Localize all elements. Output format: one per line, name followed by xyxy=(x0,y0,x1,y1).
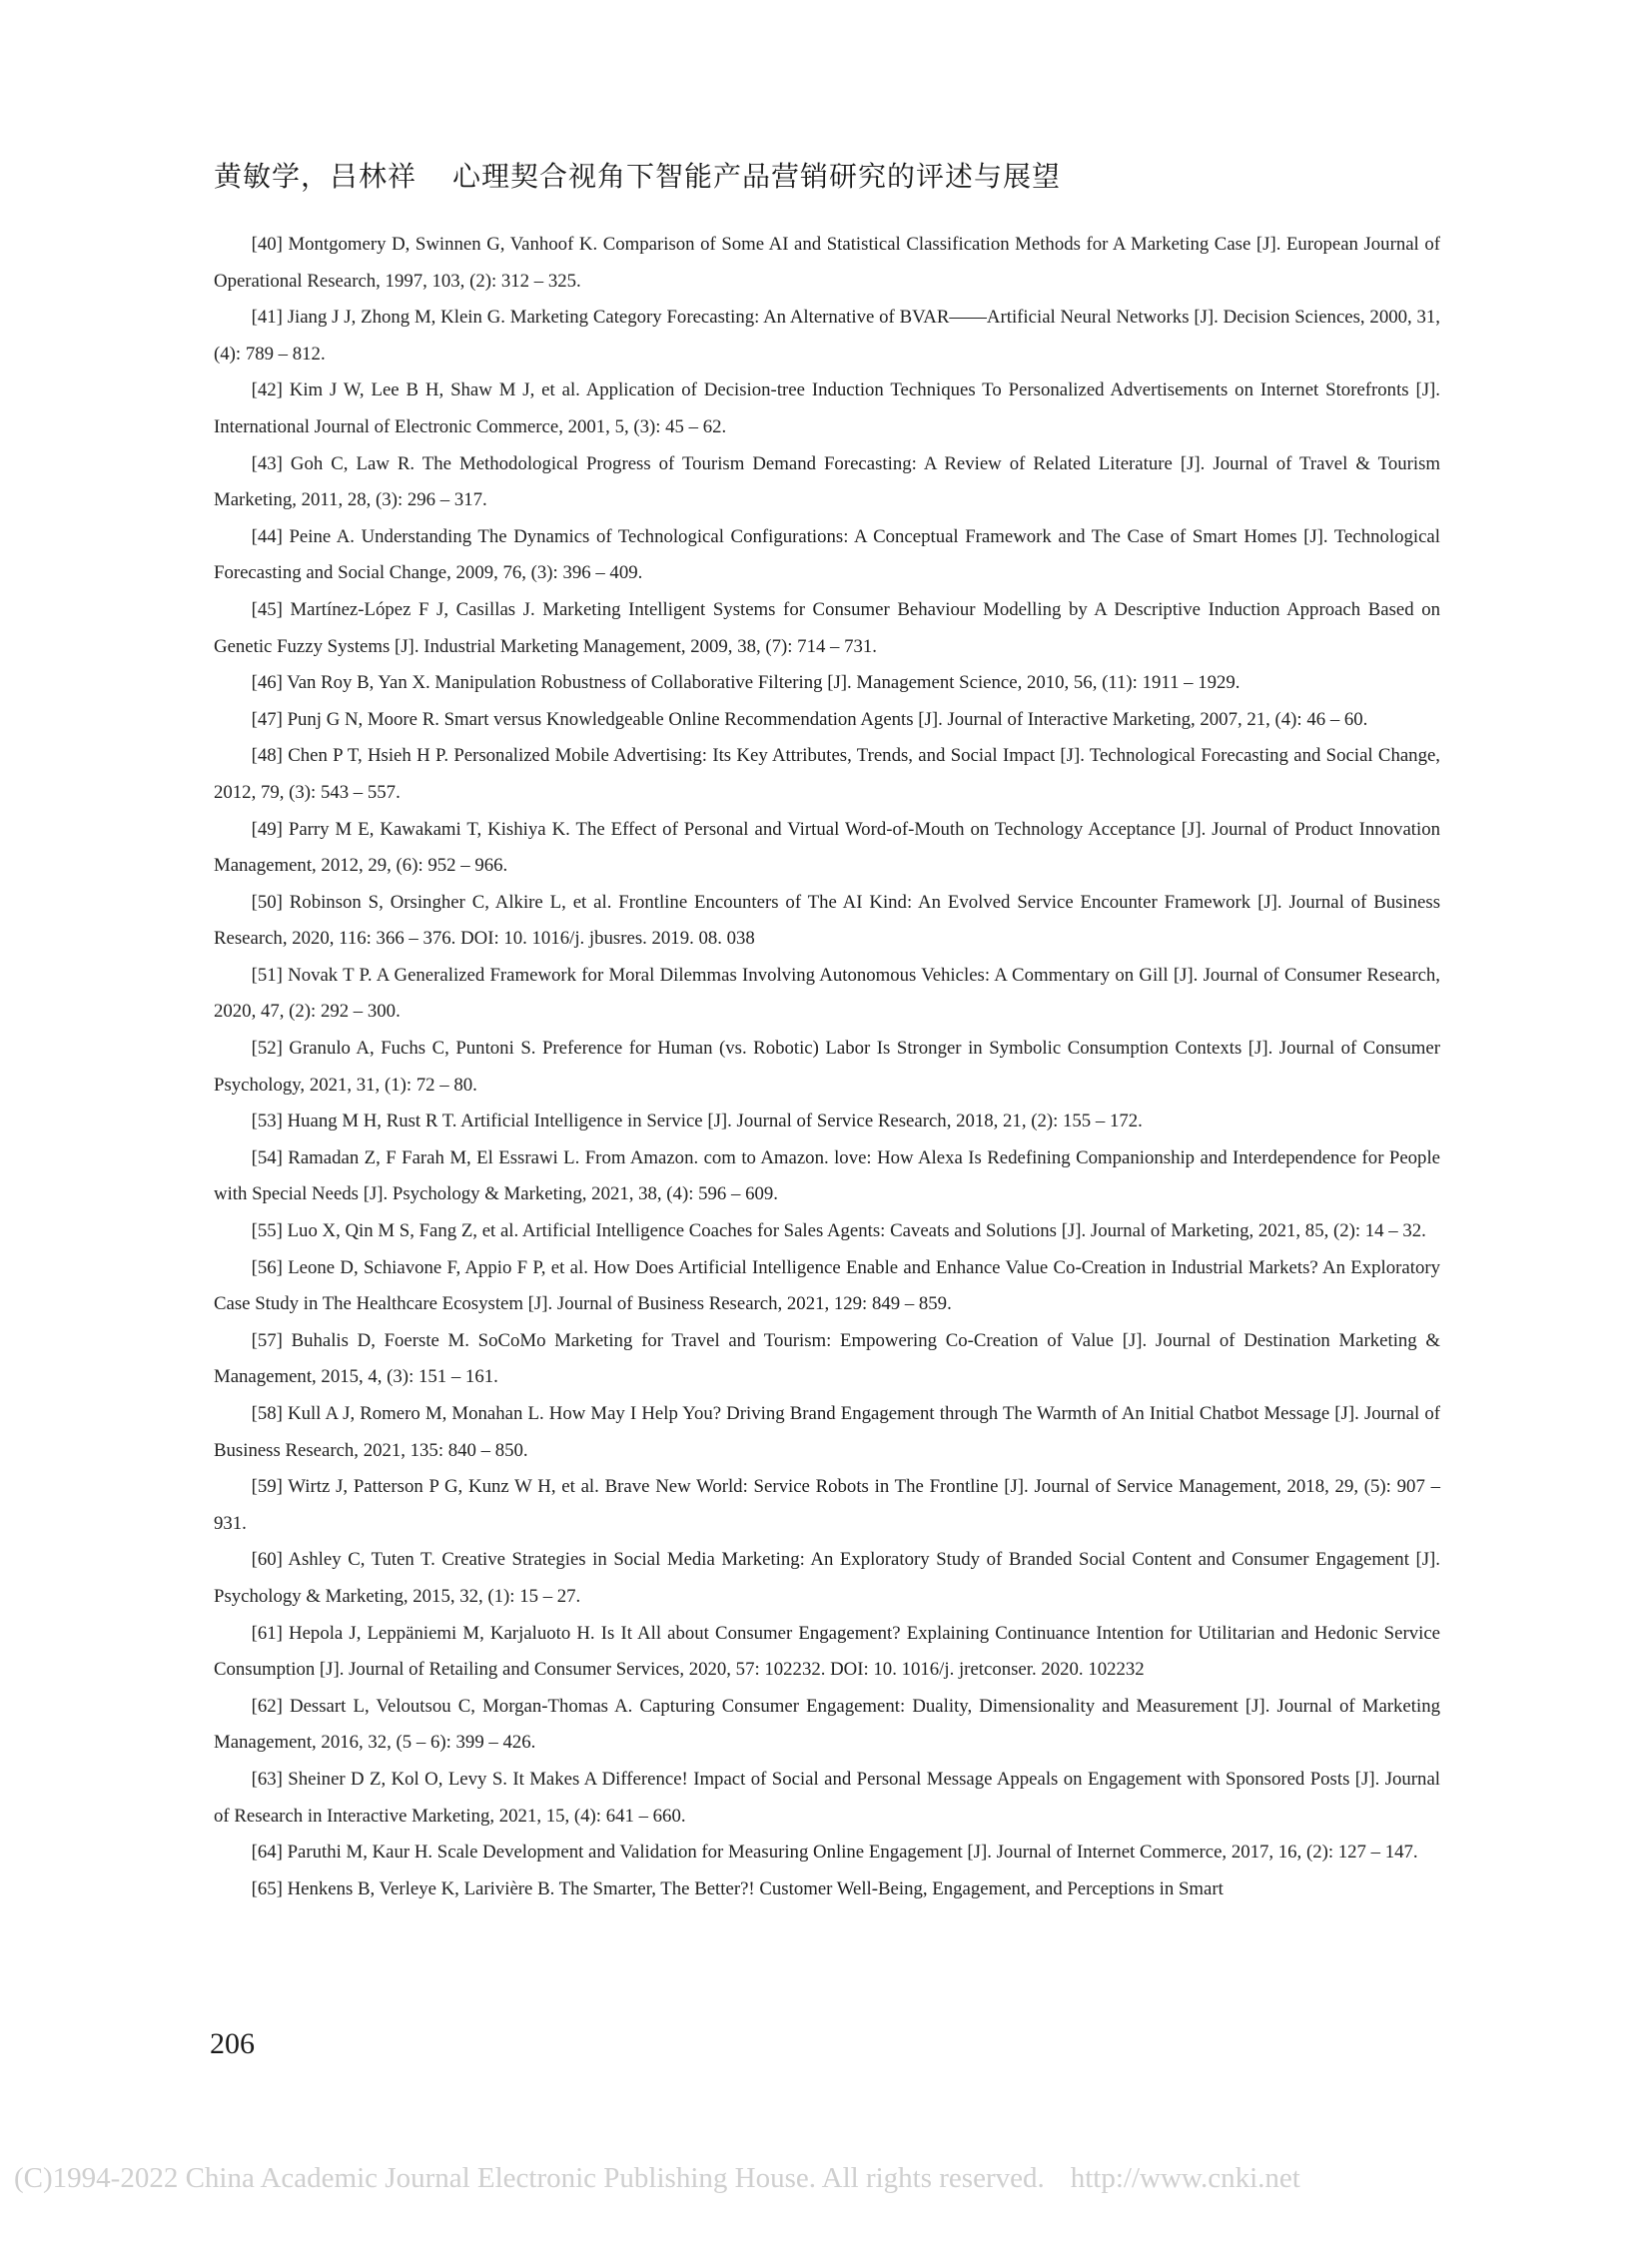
reference-52: [52] Granulo A, Fuchs C, Puntoni S. Preference for Human (vs. Robotic) Labor Is Stronger in Symbolic Consumption Contexts [J]. Journal of Consumer Psychology, 2021, 31, (1): 72 – 80. xyxy=(214,1038,1440,1096)
reference-41: [41] Jiang J J, Zhong M, Klein G. Marketing Category Forecasting: An Alternative of BVAR——Artificial Neural Networks [J]. Decision Sciences, 2000, 31, (4): 789 – 812. xyxy=(214,307,1440,365)
reference-list xyxy=(214,227,1440,1907)
header-authors: 黄敏学，吕林祥 xyxy=(214,160,417,193)
reference-60: [60] Ashley C, Tuten T. Creative Strategies in Social Media Marketing: An Exploratory Study of Branded Social Content and Consumer Engagement [J]. Psychology & Marketing, 2015, 32, (1): 15 – 27. xyxy=(214,1549,1440,1607)
reference-55: [55] Luo X, Qin M S, Fang Z, et al. Artificial Intelligence Coaches for Sales Agents: Caveats and Solutions [J]. Journal of Marketing, 2021, 85, (2): 14 – 32. xyxy=(251,1220,1426,1242)
reference-46: [46] Van Roy B, Yan X. Manipulation Robustness of Collaborative Filtering [J]. Management Science, 2010, 56, (11): 1911 – 1929. xyxy=(251,672,1240,694)
copyright-footer xyxy=(14,2162,1652,2195)
reference-50: [50] Robinson S, Orsingher C, Alkire L, et al. Frontline Encounters of The AI Kind: An Evolved Service Encounter Framework [J]. Journal of Business Research, 2020, 116: 366 – 376. DOI: 10. 1016/j. jbusres. 2019. 08. 038 xyxy=(214,891,1440,950)
footer-url: http://www.cnki.net xyxy=(1070,2162,1300,2194)
reference-51: [51] Novak T P. A Generalized Framework for Moral Dilemmas Involving Autonomous Vehicles: A Commentary on Gill [J]. Journal of Consumer Research, 2020, 47, (2): 292 – 300. xyxy=(214,964,1440,1023)
reference-47: [47] Punj G N, Moore R. Smart versus Knowledgeable Online Recommendation Agents [J]. Journal of Interactive Marketing, 2007, 21, (4): 46 – 60. xyxy=(251,708,1368,730)
reference-40: [40] Montgomery D, Swinnen G, Vanhoof K. Comparison of Some AI and Statistical Classification Methods for A Marketing Case [J]. European Journal of Operational Research, 1997, 103, (2): 312 – 325. xyxy=(214,234,1440,292)
reference-58: [58] Kull A J, Romero M, Monahan L. How May I Help You? Driving Brand Engagement through The Warmth of An Initial Chatbot Message [J]. Journal of Business Research, 2021, 135: 840 – 850. xyxy=(214,1403,1440,1461)
header-title: 心理契合视角下智能产品营销研究的评述与展望 xyxy=(452,160,1062,193)
reference-44: [44] Peine A. Understanding The Dynamics of Technological Configurations: A Conceptual Framework and The Case of Smart Homes [J]. Technological Forecasting and Social Change, 2009, 76, (3): 396 – 409. xyxy=(214,525,1440,584)
reference-61: [61] Hepola J, Leppäniemi M, Karjaluoto H. Is It All about Consumer Engagement? Explaining Continuance Intention for Utilitarian and Hedonic Service Consumption [J]. Journal of Retailing and Consumer Services, 2020, 57: 102232. DOI: 10. 1016/j. jretconser. 2020. 102232 xyxy=(214,1622,1440,1681)
reference-45: [45] Martínez-López F J, Casillas J. Marketing Intelligent Systems for Consumer Behaviour Modelling by A Descriptive Induction Approach Based on Genetic Fuzzy Systems [J]. Industrial Marketing Management, 2009, 38, (7): 714 – 731. xyxy=(214,598,1440,657)
reference-65: [65] Henkens B, Verleye K, Larivière B. The Smarter, The Better?! Customer Well-Being, Engagement, and Perceptions in Smart xyxy=(251,1877,1224,1899)
reference-43: [43] Goh C, Law R. The Methodological Progress of Tourism Demand Forecasting: A Review of Related Literature [J]. Journal of Travel & Tourism Marketing, 2011, 28, (3): 296 – 317. xyxy=(214,452,1440,511)
reference-59: [59] Wirtz J, Patterson P G, Kunz W H, et al. Brave New World: Service Robots in The Frontline [J]. Journal of Service Management, 2018, 29, (5): 907 – 931. xyxy=(214,1476,1440,1534)
copyright-text: (C)1994-2022 China Academic Journal Electronic Publishing House. All rights reserved. xyxy=(14,2162,1045,2194)
reference-49: [49] Parry M E, Kawakami T, Kishiya K. The Effect of Personal and Virtual Word-of-Mouth on Technology Acceptance [J]. Journal of Product Innovation Management, 2012, 29, (6): 952 – 966. xyxy=(214,818,1440,877)
reference-48: [48] Chen P T, Hsieh H P. Personalized Mobile Advertising: Its Key Attributes, Trends, and Social Impact [J]. Technological Forecasting and Social Change, 2012, 79, (3): 543 – 557. xyxy=(214,745,1440,803)
reference-53: [53] Huang M H, Rust R T. Artificial Intelligence in Service [J]. Journal of Service Research, 2018, 21, (2): 155 – 172. xyxy=(251,1111,1143,1132)
reference-42: [42] Kim J W, Lee B H, Shaw M J, et al. Application of Decision-tree Induction Techniques To Personalized Advertisements on Internet Storefronts [J]. International Journal of Electronic Commerce, 2001, 5, (3): 45 – 62. xyxy=(214,379,1440,437)
reference-57: [57] Buhalis D, Foerste M. SoCoMo Marketing for Travel and Tourism: Empowering Co-Creation of Value [J]. Journal of Destination Marketing & Management, 2015, 4, (3): 151 – 161. xyxy=(214,1329,1440,1388)
reference-56: [56] Leone D, Schiavone F, Appio F P, et al. How Does Artificial Intelligence Enable and Enhance Value Co-Creation in Industrial Markets? An Exploratory Case Study in The Healthcare Ecosystem [J]. Journal of Business Research, 2021, 129: 849 – 859. xyxy=(214,1256,1440,1315)
reference-54: [54] Ramadan Z, F Farah M, El Essrawi L. From Amazon. com to Amazon. love: How Alexa Is Redefining Companionship and Interdependence for People with Special Needs [J]. Psychology & Marketing, 2021, 38, (4): 596 – 609. xyxy=(214,1146,1440,1205)
running-head xyxy=(214,155,1061,195)
reference-62: [62] Dessart L, Veloutsou C, Morgan-Thomas A. Capturing Consumer Engagement: Duality, Dimensionality and Measurement [J]. Journal of Marketing Management, 2016, 32, (5 – 6): 399 – 426. xyxy=(214,1695,1440,1754)
reference-63: [63] Sheiner D Z, Kol O, Levy S. It Makes A Difference! Impact of Social and Personal Message Appeals on Engagement with Sponsored Posts [J]. Journal of Research in Interactive Marketing, 2021, 15, (4): 641 – 660. xyxy=(214,1768,1440,1827)
reference-64: [64] Paruthi M, Kaur H. Scale Development and Validation for Measuring Online Engagement [J]. Journal of Internet Commerce, 2017, 16, (2): 127 – 147. xyxy=(251,1842,1418,1864)
page-number: 206 xyxy=(210,2027,255,2060)
